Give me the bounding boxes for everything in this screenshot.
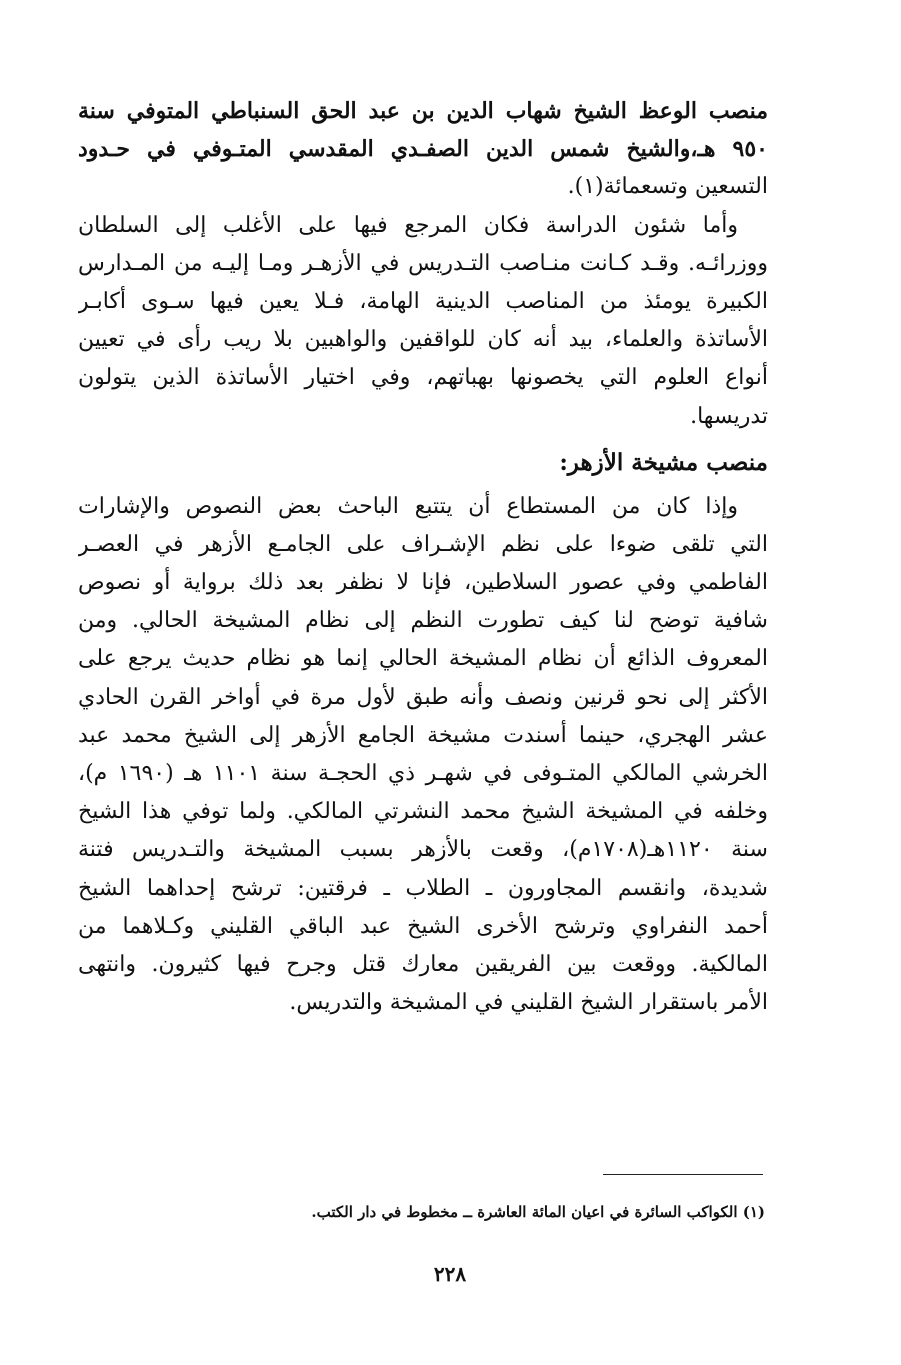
footnote-divider [603,1174,763,1175]
text-line: الفاطمي وفي عصور السلاطين، فإنا لا نظفر بعد ذلك برواية أو نصوص [78,570,768,596]
text-line: الأمر باستقرار الشيخ القليني في المشيخة والتدريس. [289,990,768,1016]
text-line: ٩٥٠ هـ،والشيخ شمس الدين الصفـدي المقدسي المتـوفي في حـدود [78,136,768,163]
intro-paragraph [78,92,768,207]
text-line: المالكية. ووقعت بين الفريقين معارك قتل وجرح فيها كثيرون. وانتهى [78,951,768,977]
page-body [78,92,768,1022]
footnote: (١) الكواكب السائرة في اعيان المائة العاشرة ــ مخطوط في دار الكتب. [311,1203,765,1221]
text-line: عشر الهجري، حينما أسندت مشيخة الجامع الأزهر إلى الشيخ محمد عبد [78,722,768,748]
text-line: التي تلقى ضوءا على نظم الإشـراف على الجامـع الأزهر في العصـر [78,531,768,557]
text-line: المعروف الذائع أن نظام المشيخة الحالي إنما هو نظام حديث يرجع على [78,646,768,672]
text-line: سنة ١١٢٠هـ(١٧٠٨م)، وقعت بالأزهر بسبب المشيخة والتـدريس فتنة [78,837,768,863]
third-paragraph [78,488,768,1023]
text-line: تدريسها. [690,403,768,429]
text-line: أنواع العلوم التي يخصونها بهباتهم، وفي اختيار الأساتذة الذين يتولون [78,365,768,391]
text-line: ووزرائـه. وقـد كـانت منـاصب التـدريس في الأزهـر ومـا إليـه من المـدارس [78,250,768,276]
text-line: الخرشي المالكي المتـوفى في شهـر ذي الحجـة سنة ١١٠١ هـ (١٦٩٠ م)، [78,761,768,786]
page-number: ٢٢٨ [433,1262,467,1286]
text-line: وخلفه في المشيخة الشيخ محمد النشرتي المالكي. ولما توفي هذا الشيخ [78,799,768,825]
text-line: شافية توضح لنا كيف تطورت النظم إلى نظام المشيخة الحالي. ومن [78,608,768,634]
text-line: الأكثر إلى نحو قرنين ونصف وأنه طبق لأول مرة في أواخر القرن الحادي [78,684,768,710]
text-line: وأما شئون الدراسة فكان المرجع فيها على الأغلب إلى السلطان [78,212,738,238]
text-line: التسعين وتسعمائة(١). [567,174,768,200]
text-line: وإذا كان من المستطاع أن يتتبع الباحث بعض النصوص والإشارات [78,493,738,519]
second-paragraph [78,207,768,436]
text-line: شديدة، وانقسم المجاورون ـ الطلاب ـ فرقتين: ترشح إحداهما الشيخ [78,875,768,901]
section-heading: منصب مشيخة الأزهر: [559,448,768,476]
text-line: الأساتذة والعلماء، بيد أنه كان للواقفين والواهبين بلا ريب رأى في تعيين [78,327,768,353]
text-line: أحمد النفراوي وترشح الأخرى الشيخ عبد الباقي القليني وكـلاهما من [78,913,768,939]
text-line: منصب الوعظ الشيخ شهاب الدين بن عبد الحق السنباطي المتوفي سنة [78,98,768,124]
text-line: الكبيرة يومئذ من المناصب الدينية الهامة، فـلا يعين فيها سـوى أكابـر [78,288,768,314]
